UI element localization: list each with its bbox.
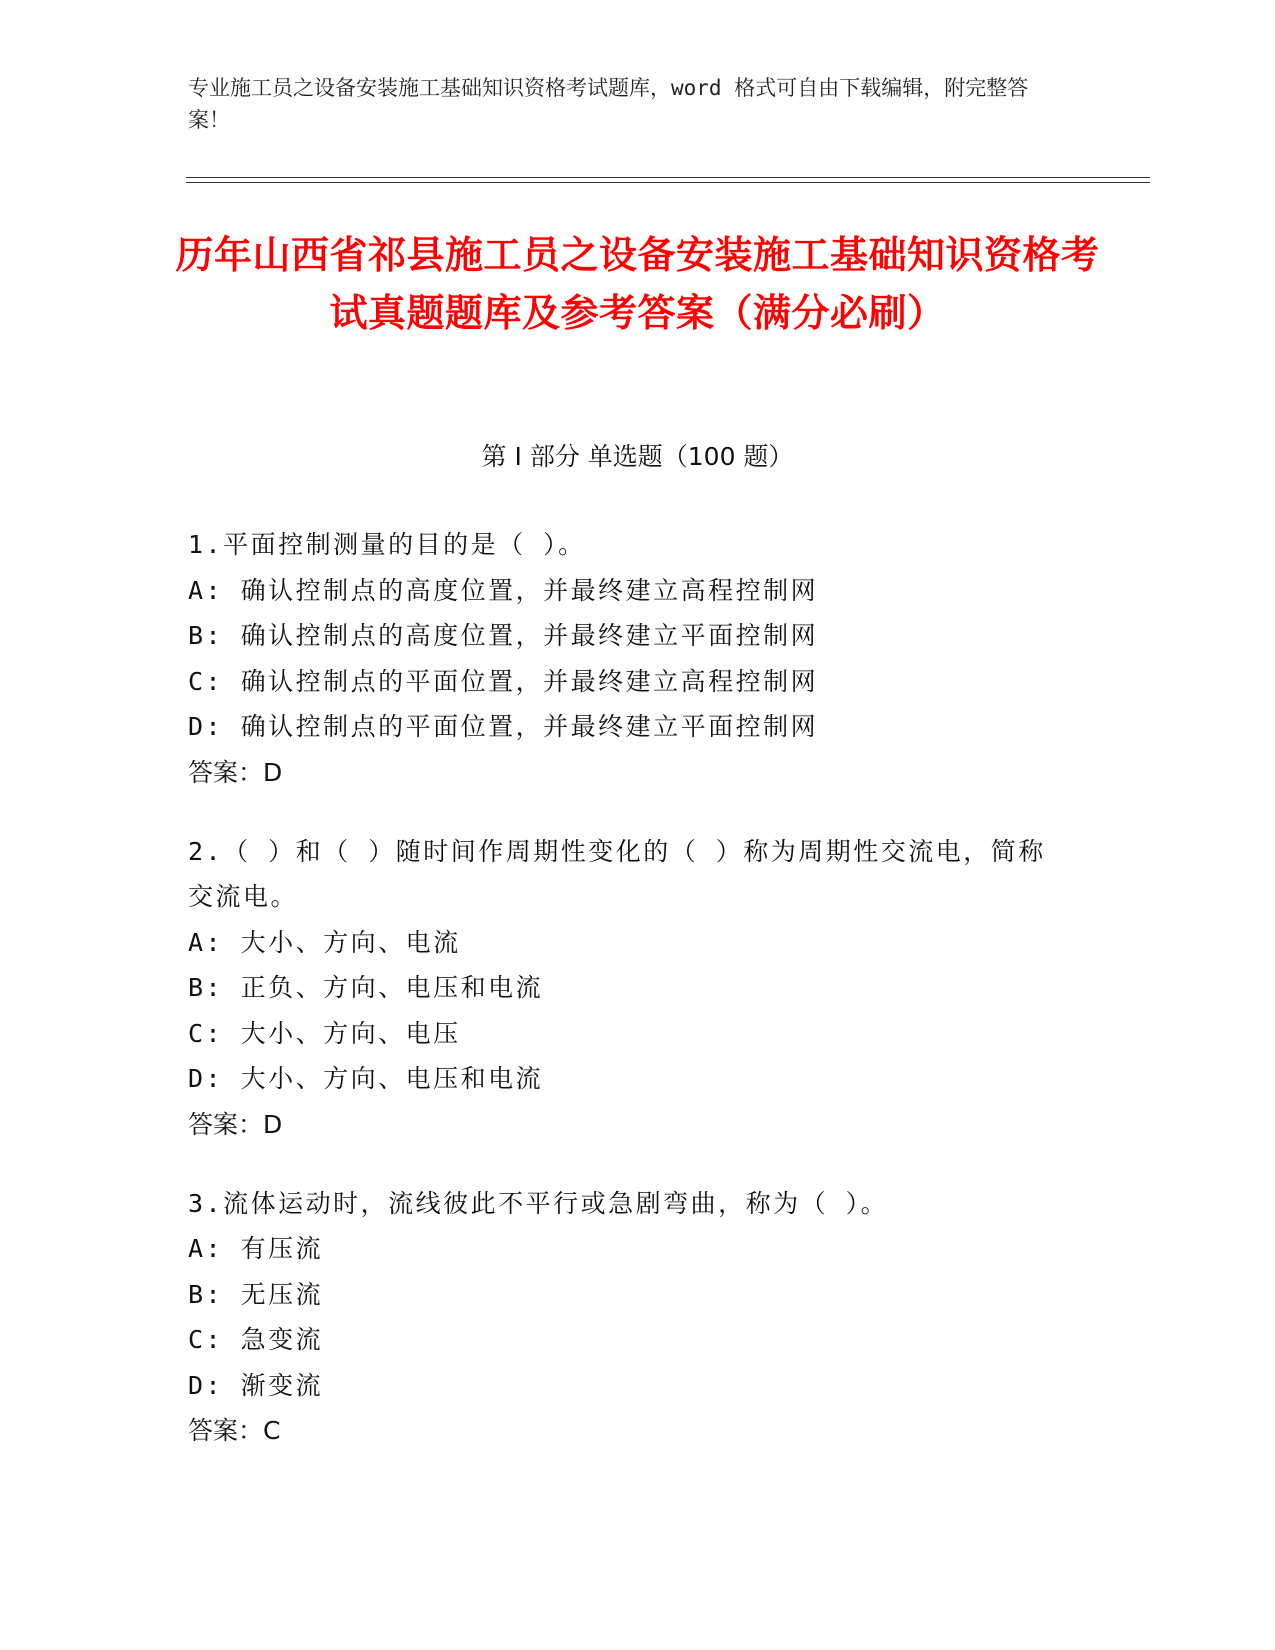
document-title: 历年山西省祁县施工员之设备安装施工基础知识资格考试真题题库及参考答案（满分必刷） — [175, 233, 1100, 335]
question-list — [188, 522, 1088, 1487]
question-stem: 3.流体运动时，流线彼此不平行或急剧弯曲，称为（ ）。 — [188, 1188, 889, 1218]
question-2 — [188, 829, 1088, 1147]
question-3 — [188, 1181, 1088, 1454]
option-b: B: 无压流 — [188, 1279, 324, 1309]
option-d: D: 大小、方向、电压和电流 — [188, 1064, 544, 1093]
option-c: C: 确认控制点的平面位置，并最终建立高程控制网 — [188, 666, 819, 696]
header-note: 专业施工员之设备安装施工基础知识资格考试题库，word 格式可自由下载编辑，附完整答案！ — [188, 76, 1029, 132]
option-b: B: 正负、方向、电压和电流 — [188, 973, 544, 1002]
option-b: B: 确认控制点的高度位置，并最终建立平面控制网 — [188, 621, 819, 650]
answer-line: 答案：C — [188, 1416, 281, 1445]
question-1 — [188, 522, 1088, 795]
option-a: A: 大小、方向、电流 — [188, 927, 461, 957]
option-d: D: 确认控制点的平面位置，并最终建立平面控制网 — [188, 712, 819, 741]
header-divider-top — [186, 177, 1150, 178]
question-stem: 2.（ ）和（ ）随时间作周期性变化的（ ）称为周期性交流电，简称交流电。 — [188, 836, 1046, 911]
answer-line: 答案：D — [188, 757, 283, 787]
answer-line: 答案：D — [188, 1109, 283, 1139]
option-c: C: 急变流 — [188, 1325, 324, 1354]
option-a: A: 有压流 — [188, 1234, 324, 1263]
option-a: A: 确认控制点的高度位置，并最终建立高程控制网 — [188, 575, 819, 605]
option-d: D: 渐变流 — [188, 1370, 324, 1400]
section-title: 第 I 部分 单选题（100 题） — [481, 442, 794, 471]
option-c: C: 大小、方向、电压 — [188, 1018, 461, 1048]
question-stem: 1.平面控制测量的目的是（ ）。 — [188, 530, 586, 559]
header-divider-bottom — [186, 182, 1150, 183]
